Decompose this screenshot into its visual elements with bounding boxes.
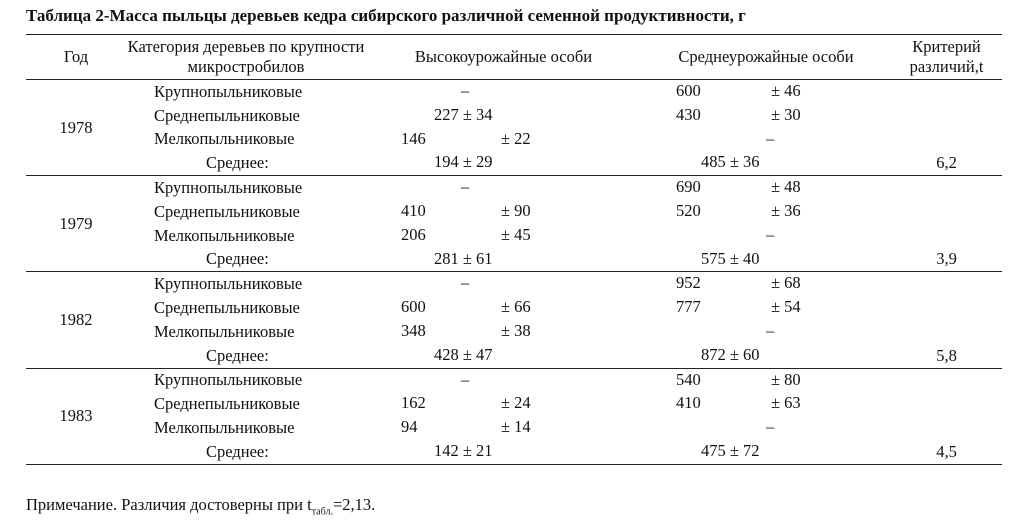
value: –	[766, 417, 775, 437]
value-error: ± 68	[771, 273, 801, 293]
category-cell: Среднепыльниковые	[154, 201, 300, 221]
value-error: ± 14	[501, 417, 531, 437]
value-error: ± 54	[771, 297, 801, 317]
value-mean: 94	[401, 417, 418, 437]
average-mid-value: 872 ± 60	[701, 344, 760, 364]
category-cell: Среднепыльниковые	[154, 394, 300, 414]
average-mid-value: 575 ± 40	[701, 248, 760, 268]
year-cell: 1979	[26, 176, 126, 272]
value-mean: 777	[676, 297, 701, 317]
value-error: ± 48	[771, 177, 801, 197]
category-cell: Мелкопыльниковые	[154, 321, 295, 341]
table-row	[26, 80, 1002, 104]
value-error: ± 36	[771, 200, 801, 220]
average-high-value: 142 ± 21	[434, 440, 493, 460]
table-row	[26, 296, 1002, 320]
average-mid-value: 475 ± 72	[701, 440, 760, 460]
category-cell: Крупнопыльниковые	[154, 370, 303, 390]
header-category: Категория деревьев по крупности микростробилов	[126, 35, 366, 80]
value-error: ± 46	[771, 81, 801, 100]
criterion-value: 4,5	[891, 440, 1002, 464]
average-row	[26, 248, 1002, 272]
criterion-cell	[891, 296, 1002, 320]
pollen-mass-table	[26, 34, 1002, 465]
criterion-cell	[891, 104, 1002, 128]
table-row	[26, 272, 1002, 296]
criterion-cell	[891, 272, 1002, 296]
criterion-cell	[891, 416, 1002, 440]
table-row	[26, 368, 1002, 392]
value-mean: 430	[676, 104, 701, 124]
value: –	[461, 273, 470, 293]
category-cell: Среднепыльниковые	[154, 105, 300, 125]
header-criterion: Критерий различий,t	[891, 35, 1002, 80]
criterion-value: 3,9	[891, 248, 1002, 272]
value: 227 ± 34	[434, 104, 493, 124]
criterion-cell	[891, 128, 1002, 152]
year-cell: 1982	[26, 272, 126, 368]
year-cell: 1978	[26, 80, 126, 176]
value-mean: 600	[401, 297, 426, 317]
value: –	[766, 128, 775, 148]
criterion-cell	[891, 80, 1002, 104]
table-row	[26, 392, 1002, 416]
value-mean: 410	[676, 393, 701, 413]
category-cell: Мелкопыльниковые	[154, 225, 295, 245]
value-mean: 600	[676, 81, 701, 100]
value-error: ± 24	[501, 393, 531, 413]
category-cell: Мелкопыльниковые	[154, 418, 295, 438]
table-title: Таблица 2-Масса пыльцы деревьев кедра сибирского различной семенной продуктивности, г	[26, 6, 746, 25]
value-mean: 410	[401, 200, 426, 220]
value-error: ± 90	[501, 200, 531, 220]
table-row	[26, 104, 1002, 128]
average-row	[26, 440, 1002, 464]
value-mean: 206	[401, 224, 426, 244]
value-error: ± 63	[771, 393, 801, 413]
value-mean: 690	[676, 177, 701, 197]
average-label: Среднее:	[126, 344, 366, 368]
criterion-cell	[891, 320, 1002, 344]
header-year: Год	[26, 35, 126, 80]
value-error: ± 38	[501, 320, 531, 340]
average-label: Среднее:	[126, 151, 366, 175]
table-row	[26, 224, 1002, 248]
table-note	[26, 495, 375, 517]
header-row	[26, 35, 1002, 80]
criterion-cell	[891, 200, 1002, 224]
table-row	[26, 128, 1002, 152]
value: –	[766, 320, 775, 340]
value-mean: 146	[401, 128, 426, 148]
value: –	[461, 177, 470, 197]
average-high-value: 428 ± 47	[434, 344, 493, 364]
header-high-yield: Высокоурожайные особи	[366, 35, 641, 80]
table-row	[26, 176, 1002, 200]
category-cell: Крупнопыльниковые	[154, 178, 303, 198]
value: –	[461, 369, 470, 389]
table-row	[26, 416, 1002, 440]
category-cell: Среднепыльниковые	[154, 298, 300, 318]
value-error: ± 66	[501, 297, 531, 317]
value-mean: 540	[676, 369, 701, 389]
category-cell: Крупнопыльниковые	[154, 81, 303, 101]
category-cell: Мелкопыльниковые	[154, 129, 295, 149]
average-label: Среднее:	[126, 248, 366, 272]
average-row	[26, 151, 1002, 175]
value-error: ± 80	[771, 369, 801, 389]
criterion-cell	[891, 368, 1002, 392]
average-row	[26, 344, 1002, 368]
average-high-value: 194 ± 29	[434, 152, 493, 172]
header-mid-yield: Среднеурожайные особи	[641, 35, 891, 80]
value-mean: 348	[401, 320, 426, 340]
table-row	[26, 320, 1002, 344]
note-value: =2,13.	[332, 495, 376, 514]
category-cell: Крупнопыльниковые	[154, 274, 303, 294]
value: –	[461, 81, 470, 100]
value-mean: 162	[401, 393, 426, 413]
criterion-cell	[891, 224, 1002, 248]
criterion-value: 6,2	[891, 151, 1002, 175]
criterion-cell	[891, 392, 1002, 416]
year-cell: 1983	[26, 368, 126, 464]
criterion-value: 5,8	[891, 344, 1002, 368]
value-error: ± 45	[501, 224, 531, 244]
note-subscript: табл.	[311, 506, 333, 518]
table-row	[26, 200, 1002, 224]
value-mean: 520	[676, 200, 701, 220]
average-high-value: 281 ± 61	[434, 248, 493, 268]
criterion-cell	[891, 176, 1002, 200]
average-mid-value: 485 ± 36	[701, 152, 760, 172]
average-label: Среднее:	[126, 440, 366, 464]
value-error: ± 22	[501, 128, 531, 148]
table-body	[26, 80, 1002, 465]
note-text: Примечание. Различия достоверны при t	[26, 495, 312, 514]
value-error: ± 30	[771, 104, 801, 124]
value: –	[766, 224, 775, 244]
value-mean: 952	[676, 273, 701, 293]
